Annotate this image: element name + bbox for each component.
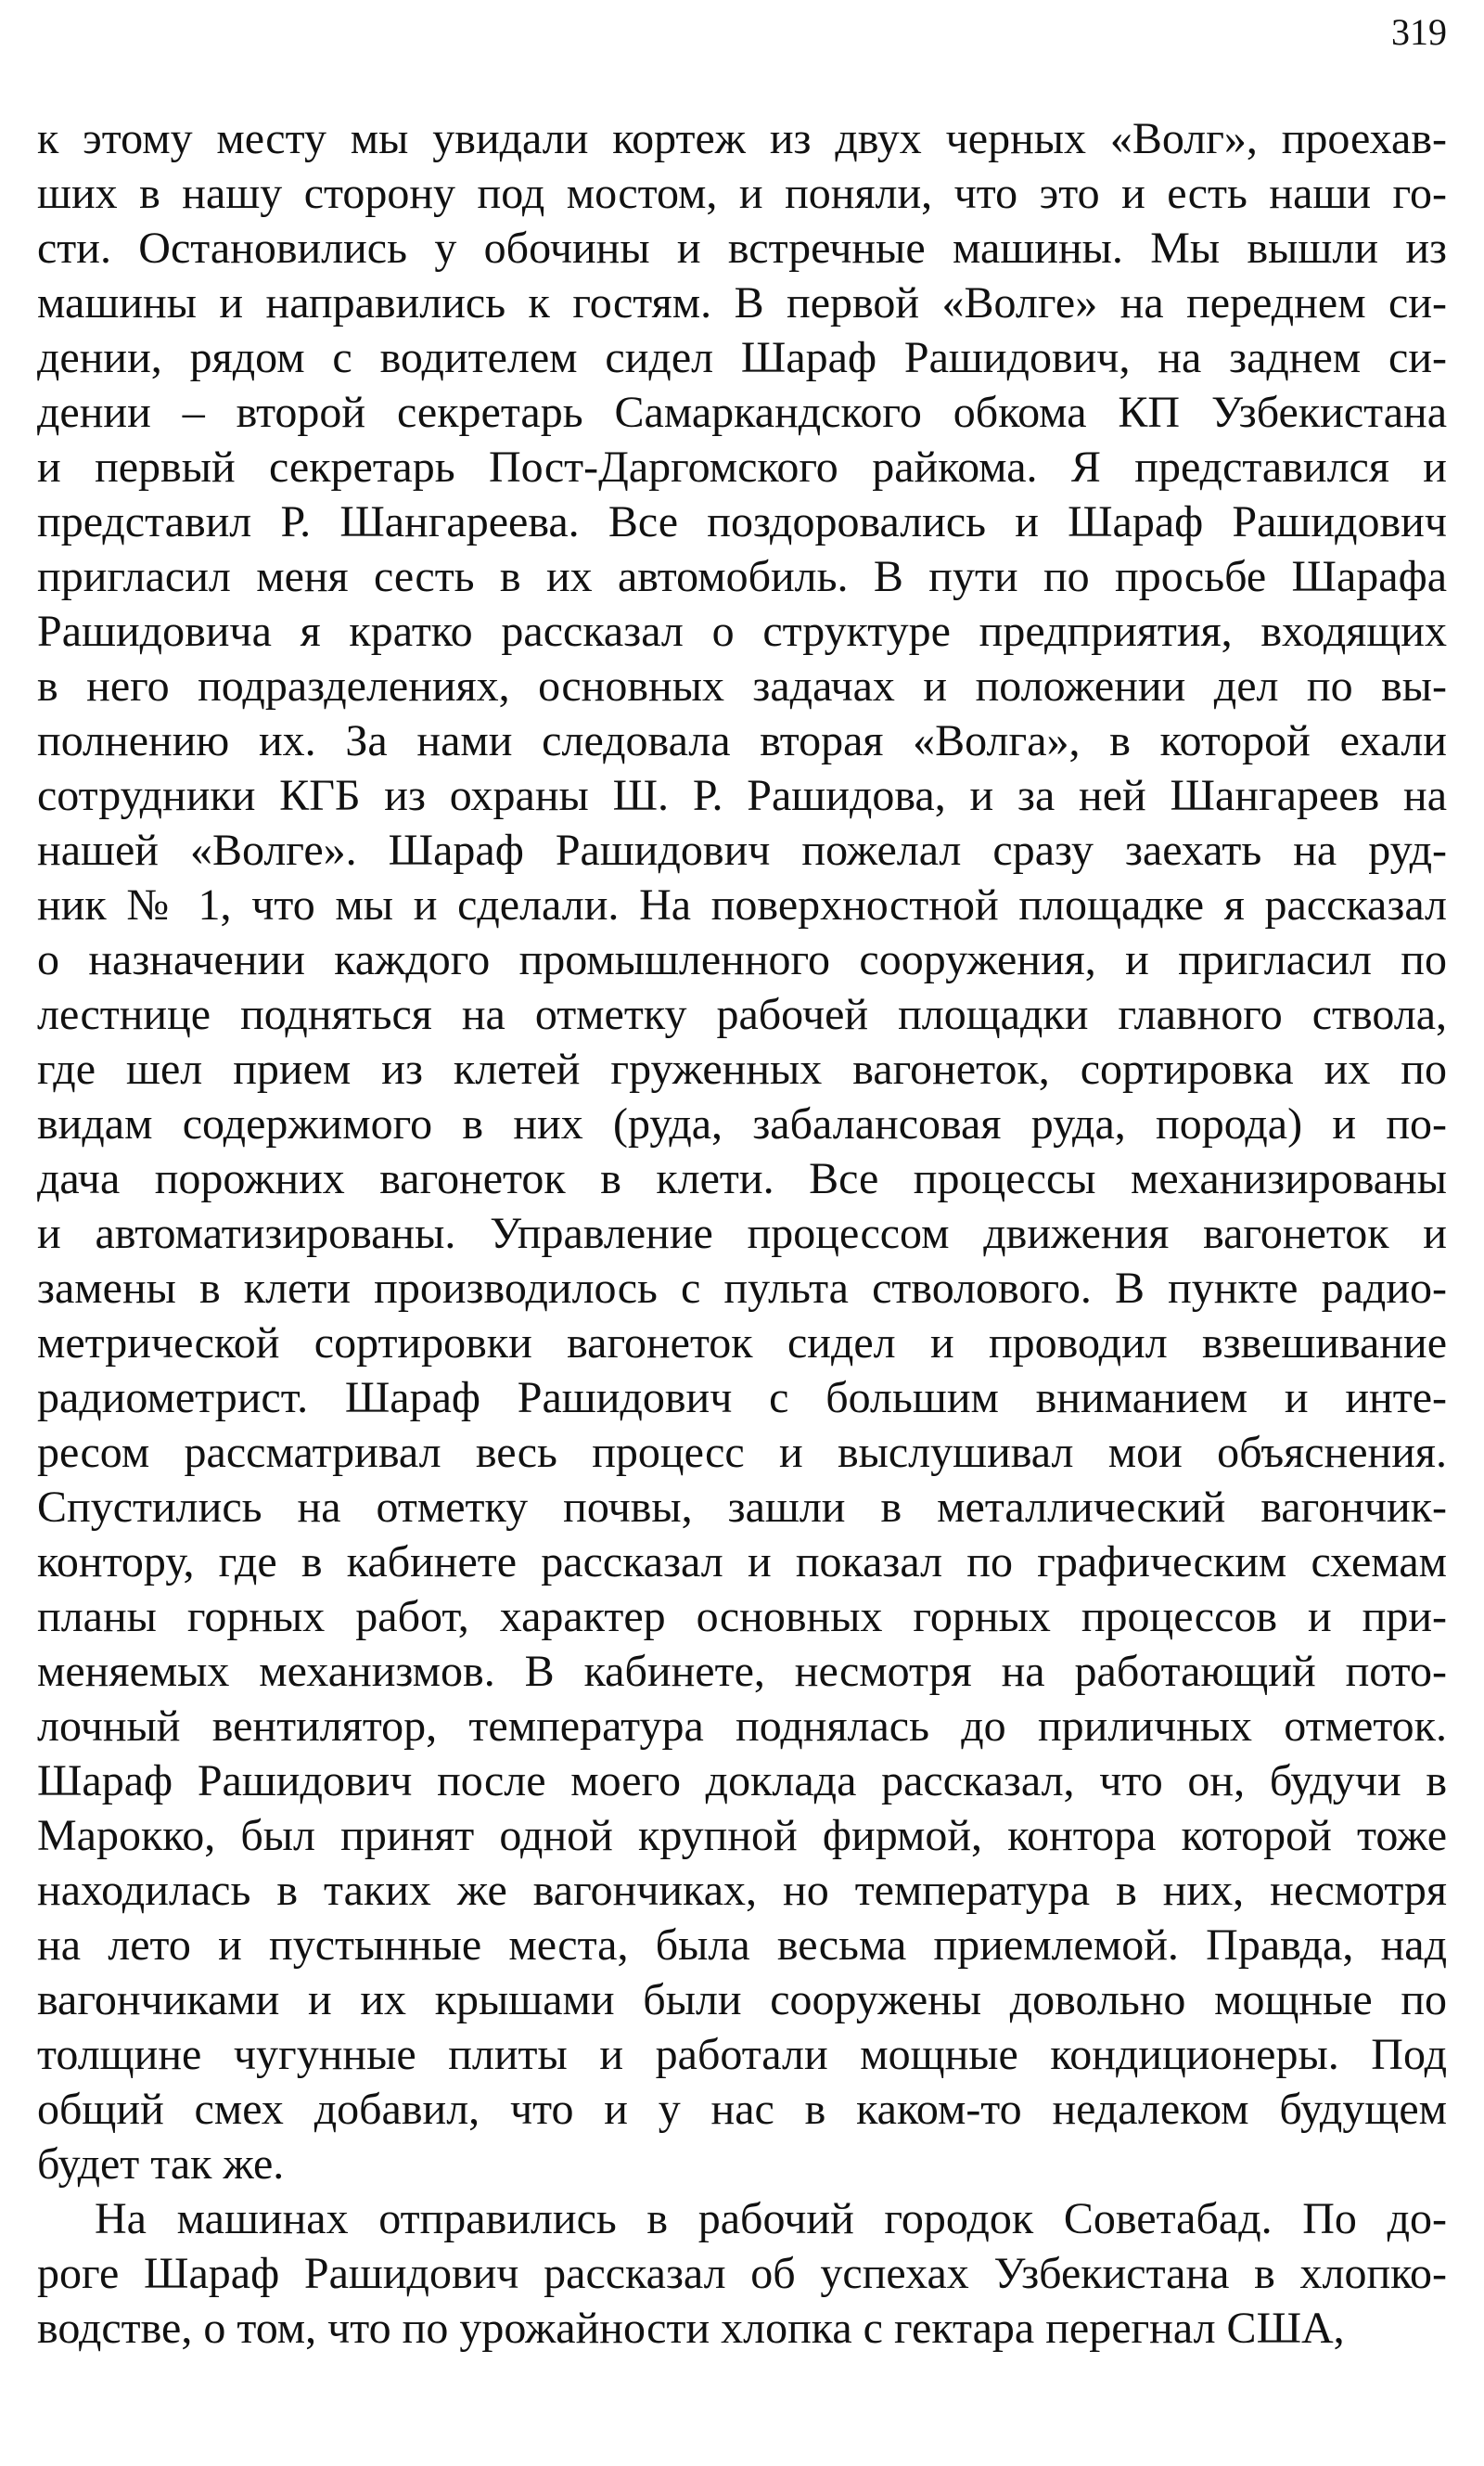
text-line: пригласил меня сесть в их автомобиль. В пути по просьбе Шарафа [37, 552, 1447, 601]
text-line: замены в клети производилось с пульта стволового. В пункте радио- [37, 1264, 1447, 1313]
text-line: контору, где в кабинете рассказал и показал по графическим схемам [37, 1537, 1447, 1586]
text-line: ших в нашу сторону под мостом, и поняли, что это и есть наши го- [37, 169, 1447, 218]
text-line: полнению их. За нами следовала вторая «Волга», в которой ехали [37, 716, 1447, 765]
text-block [37, 111, 1447, 2356]
text-line: машины и направились к гостям. В первой «Волге» на переднем си- [37, 278, 1447, 328]
text-line: о назначении каждого промышленного сооружения, и пригласил по [37, 935, 1447, 984]
text-line: ресом рассматривал весь процесс и выслушивал мои объяснения. [37, 1428, 1447, 1477]
text-line: и первый секретарь Пост-Даргомского райкома. Я представился и [37, 443, 1447, 492]
text-line: толщине чугунные плиты и работали мощные кондиционеры. Под [37, 2030, 1447, 2079]
text-line: метрической сортировки вагонеток сидел и проводил взвешивание [37, 1318, 1447, 1368]
text-line: и автоматизированы. Управление процессом движения вагонеток и [37, 1209, 1447, 1258]
text-line: дении – второй секретарь Самаркандского обкома КП Узбекистана [37, 388, 1447, 437]
text-line: находилась в таких же вагончиках, но температура в них, несмотря [37, 1866, 1447, 1915]
text-line: дача порожних вагонеток в клети. Все процессы механизированы [37, 1154, 1447, 1203]
text-line: радиометрист. Шараф Рашидович с большим вниманием и инте- [37, 1373, 1447, 1422]
text-line: планы горных работ, характер основных горных процессов и при- [37, 1592, 1447, 1641]
text-line: лестнице подняться на отметку рабочей площадки главного ствола, [37, 990, 1447, 1039]
text-line: Спустились на отметку почвы, зашли в металлический вагончик- [37, 1483, 1447, 1532]
text-line: дении, рядом с водителем сидел Шараф Рашидович, на заднем си- [37, 333, 1447, 382]
paragraph [37, 2191, 1447, 2356]
text-line: на лето и пустынные места, была весьма приемлемой. Правда, над [37, 1920, 1447, 1970]
text-line: ник № 1, что мы и сделали. На поверхностной площадке я рассказал [37, 880, 1447, 930]
text-line: нашей «Волге». Шараф Рашидович пожелал сразу заехать на руд- [37, 826, 1447, 875]
text-line: общий смех добавил, что и у нас в каком-то недалеком будущем [37, 2085, 1447, 2134]
text-line: сотрудники КГБ из охраны Ш. Р. Рашидова, и за ней Шангареев на [37, 771, 1447, 820]
text-line: к этому месту мы увидали кортеж из двух черных «Волг», проехав- [37, 114, 1447, 163]
page-number: 319 [1391, 11, 1447, 53]
text-line: Марокко, был принят одной крупной фирмой, контора которой тоже [37, 1811, 1447, 1860]
text-line: сти. Остановились у обочины и встречные машины. Мы вышли из [37, 224, 1447, 273]
text-line: в него подразделениях, основных задачах и положении дел по вы- [37, 661, 1447, 711]
text-line: лочный вентилятор, температура поднялась до приличных отметок. [37, 1702, 1447, 1751]
text-line: водстве, о том, что по урожайности хлопка с гектара перегнал США, [37, 2304, 1345, 2353]
text-line: где шел прием из клетей груженных вагонеток, сортировка их по [37, 1045, 1447, 1094]
text-line: Рашидовича я кратко рассказал о структуре предприятия, входящих [37, 607, 1447, 656]
text-line: меняемых механизмов. В кабинете, несмотря на работающий пото- [37, 1647, 1447, 1696]
text-line: вагончиками и их крышами были сооружены довольно мощные по [37, 1975, 1447, 2024]
text-line: Шараф Рашидович после моего доклада рассказал, что он, будучи в [37, 1756, 1447, 1805]
paragraph [37, 111, 1447, 2191]
text-line: роге Шараф Рашидович рассказал об успехах Узбекистана в хлопко- [37, 2249, 1447, 2298]
text-line: будет так же. [37, 2139, 285, 2189]
text-line: представил Р. Шангареева. Все поздоровались и Шараф Рашидович [37, 497, 1447, 546]
text-line: видам содержимого в них (руда, забалансовая руда, порода) и по- [37, 1099, 1447, 1149]
text-line: На машинах отправились в рабочий городок Советабад. По до- [95, 2194, 1447, 2243]
